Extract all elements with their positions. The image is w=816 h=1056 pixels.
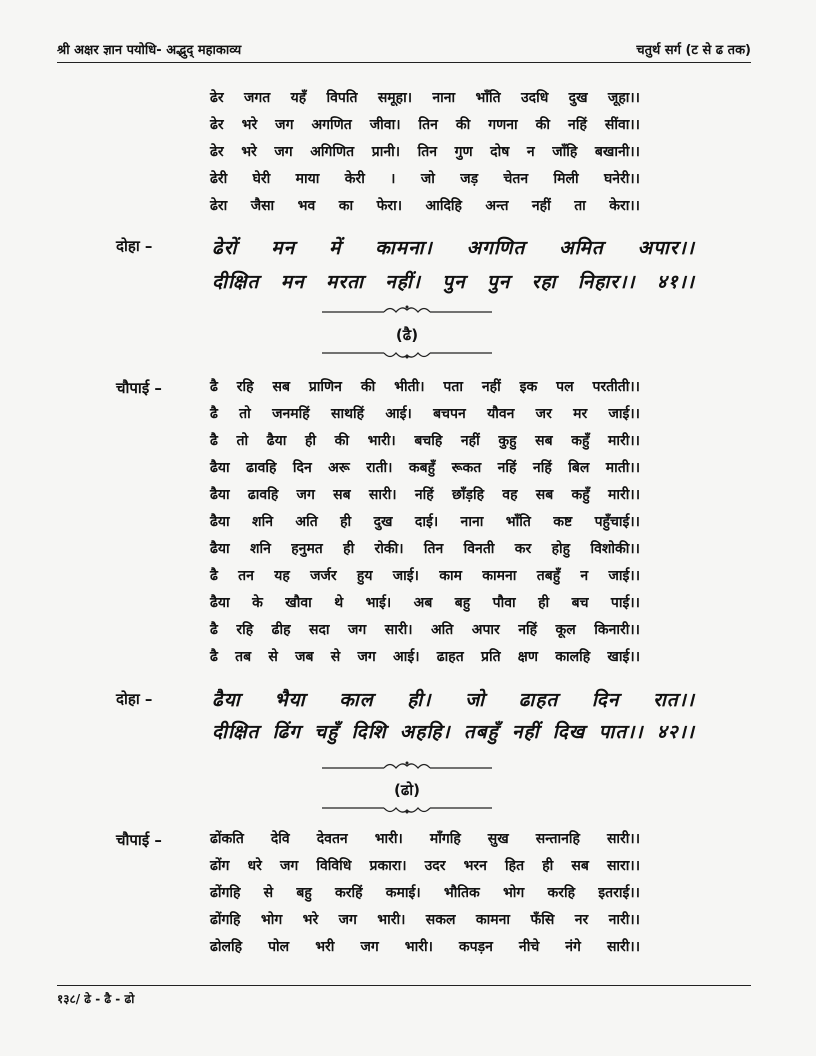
ornament-divider [322,304,492,316]
verse-line: ढै तन यह जर्जर हुय जाई। काम कामना तबहुँ न जाई।। [210,568,640,584]
verse-line: ढोंगहि से बहु करहिं कमाई। भौतिक भोग करहि इतराई।। [210,885,640,901]
ornament-divider [322,347,492,359]
doha-line: दीक्षित ढिंग चहुँ दिशि अहहि। तबहुँ नहीं दिख पात।। ४२।। [212,721,695,743]
verse-line: ढेरा जैसा भव का फेरा। आदिहि अन्त नहीं ता केरा।। [210,198,640,214]
verse-line: ढोंकति देवि देवतन भारी। माँगहि सुख सन्तानहि सारी।। [210,831,640,847]
verse-line: ढैया शनि हनुमत ही रोकी। तिन विनती कर होहु विशोकी।। [210,541,640,557]
page-footer: १३८/ ढे - ढै - ढो [57,992,135,1006]
verse-line: ढोंग धरे जग विविधि प्रकारा। उदर भरन हित ही सब सारा।। [210,858,640,874]
verse-line: ढैया के खौवा थे भाई। अब बहु पौवा ही बच पाई।। [210,595,640,611]
verse-line: ढै रहि सब प्राणिन की भीती। पता नहीं इक पल परतीती।। [210,379,640,395]
verse-line: ढै तो जनमहिं साथहिं आई। बचपन यौवन जर मर जाई।। [210,406,640,422]
page-header [57,40,751,60]
section3-verses [210,826,640,961]
section2-verses [210,374,640,671]
ornament-divider [322,760,492,772]
section-letter: (ढो) [393,781,421,799]
verse-line: ढेर भरे जग अगणित जीवा। तिन की गणना की नहिं सींवा।। [210,117,640,133]
doha-label: दोहा – [116,237,153,255]
doha-line: ढैया भैया काल ही। जो ढाहत दिन रात।। [212,689,695,711]
verse-line: ढेर जगत यहँ विपति समूहा। नाना भाँति उदधि दुख जूहा।। [210,90,640,106]
verse-line: ढै तब से जब से जग आई। ढाहत प्रति क्षण कालहि खाई।। [210,649,640,665]
chapter-title: चतुर्थ सर्ग (ट से ढ तक) [636,43,751,58]
doha-line: दीक्षित मन मरता नहीं। पुन पुन रहा निहार।। ४१।। [212,271,695,293]
verse-line: ढेर भरे जग अगिणित प्रानी। तिन गुण दोष न जाँहि बखानी।। [210,144,640,160]
footer-rule [57,985,751,986]
verse-line: ढैया ढावहि जग सब सारी। नहिं छाँड़हि वह सब कहुँ मारी।। [210,487,640,503]
verse-line: ढोलहि पोल भरी जग भारी। कपड़न नीचे नंगे सारी।। [210,939,640,955]
chaupai-label: चौपाई – [116,831,162,849]
verse-line: ढै तो ढैया ही की भारी। बचहि नहीं कुहु सब कहुँ मारी।। [210,433,640,449]
ornament-divider [322,802,492,814]
verse-line: ढैया शनि अति ही दुख दाई। नाना भाँति कष्ट पहुँचाई।। [210,514,640,530]
verse-line: ढेरी घेरी माया केरी । जो जड़ चेतन मिली घनेरी।। [210,171,640,187]
verse-line: ढोंगहि भोग भरे जग भारी। सकल कामना फँसि नर नारी।। [210,912,640,928]
header-rule [57,62,751,63]
doha-line: ढेरों मन में कामना। अगणित अमित अपार।। [212,237,695,259]
section1-verses [210,85,640,220]
book-title: श्री अक्षर ज्ञान पयोधि- अद्भुद् महाकाव्य [57,43,242,58]
verse-line: ढैया ढावहि दिन अरू राती। कबहुँ रूकत नहिं नहिं बिल माती।। [210,460,640,476]
section-letter: (ढै) [395,326,419,344]
chaupai-label: चौपाई – [116,379,162,397]
verse-line: ढै रहि ढीह सदा जग सारी। अति अपार नहिं कूल किनारी।। [210,622,640,638]
doha-label: दोहा – [116,690,153,708]
